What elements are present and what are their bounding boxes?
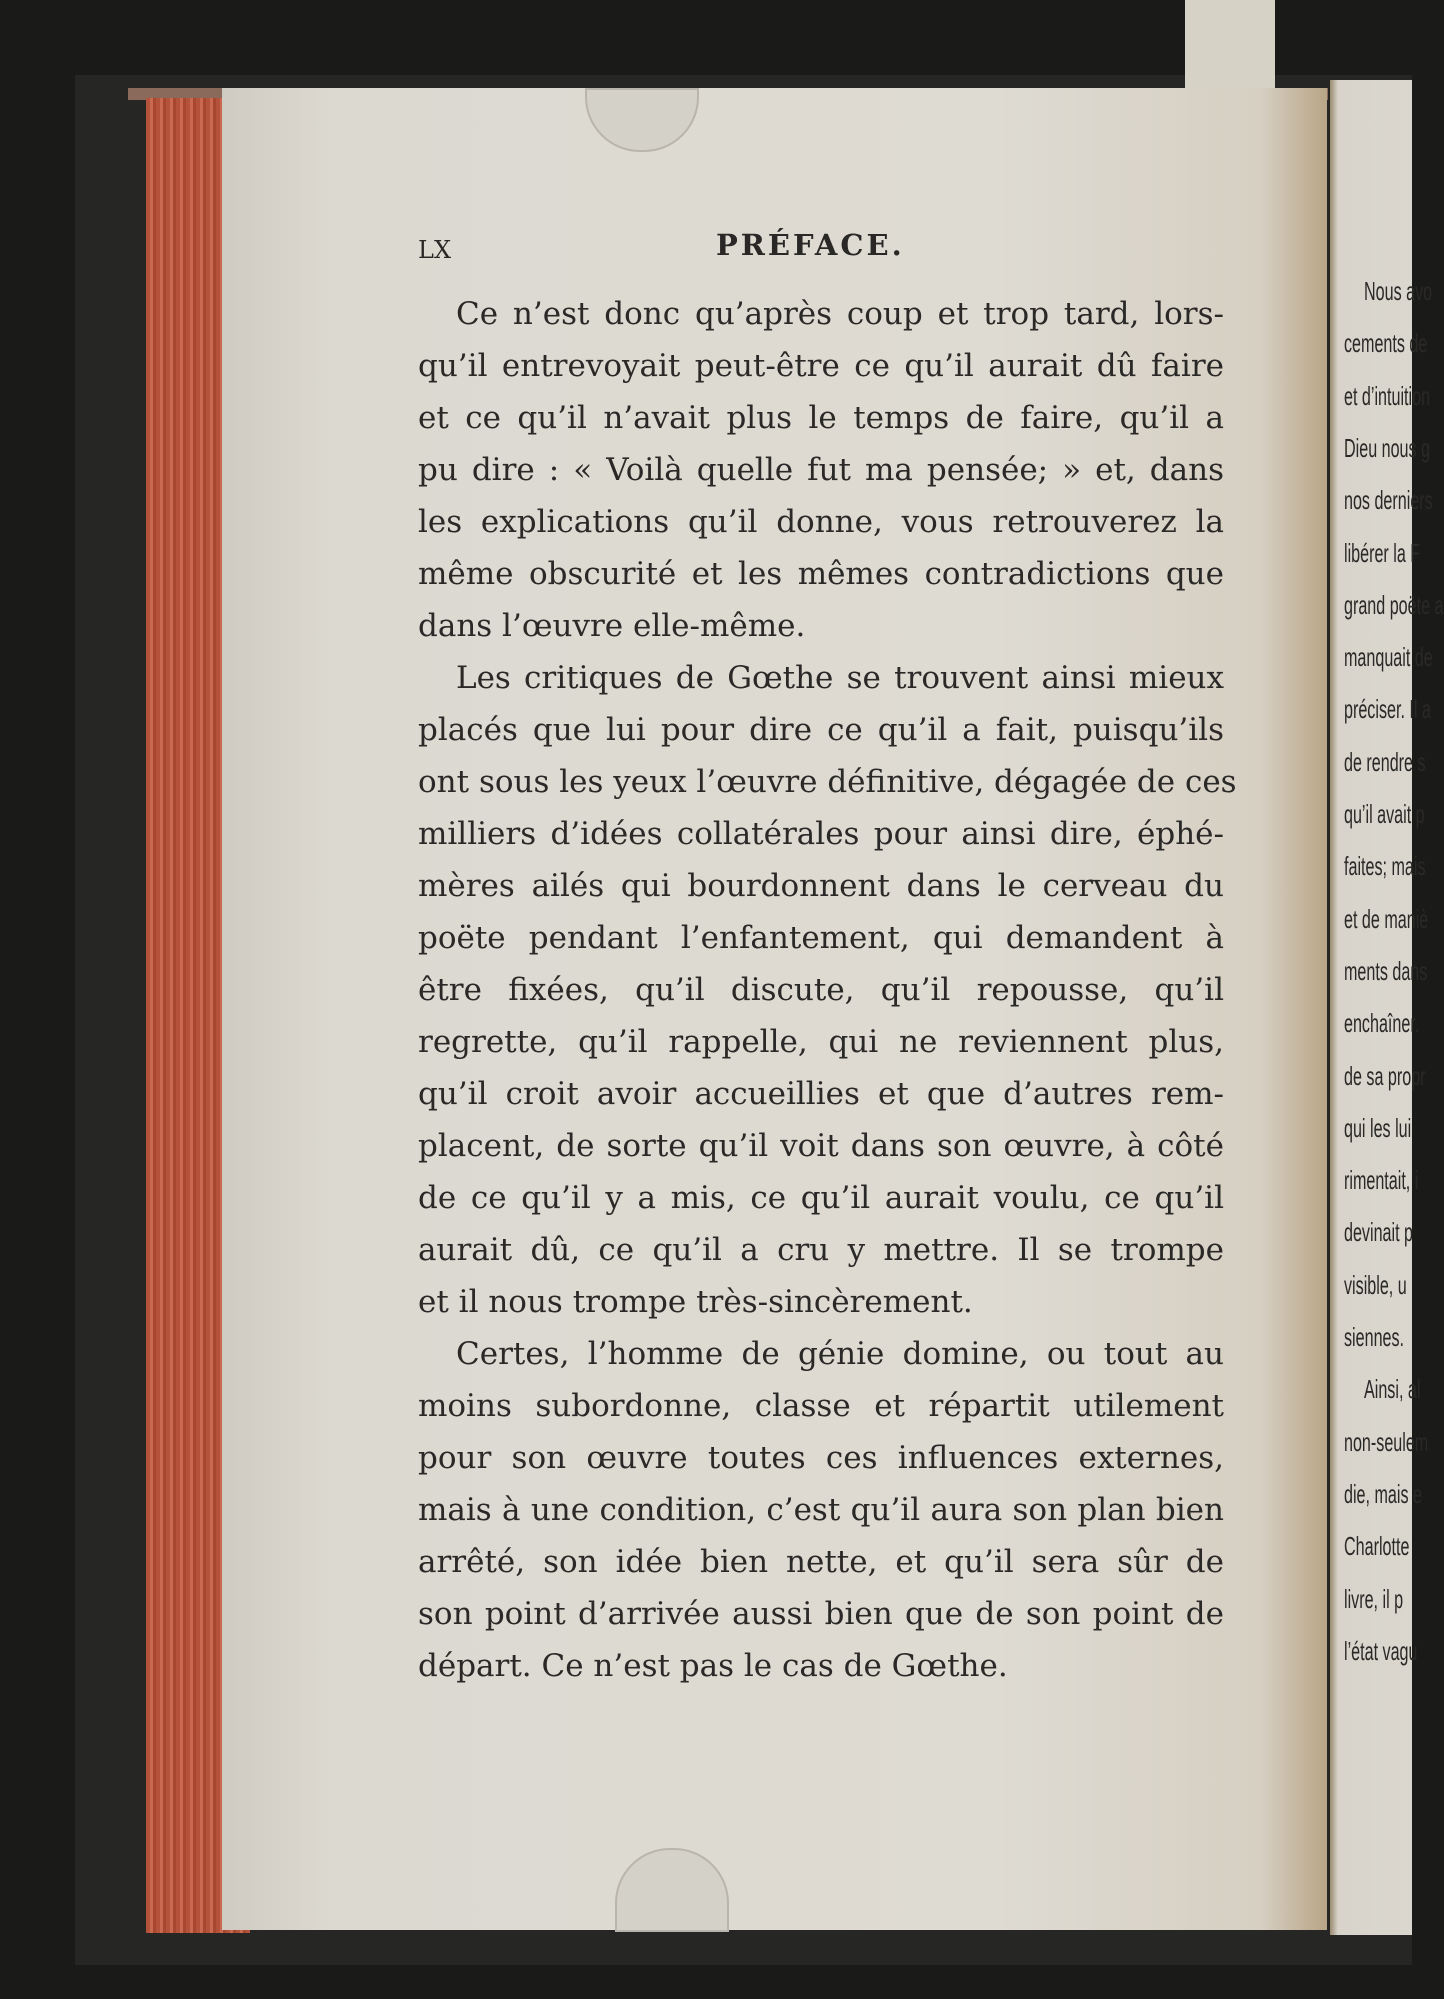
text-line: de ce qu’il y a mis, ce qu’il aurait voulu, ce qu’il: [418, 1180, 1224, 1216]
text-line: Les critiques de Gœthe se trouvent ainsi mieux: [456, 660, 1224, 696]
text-line: placent, de sorte qu’il voit dans son œuvre, à côté: [418, 1128, 1224, 1164]
facing-text-line: devinait p: [1344, 1217, 1414, 1248]
facing-text-line: rimentait, i: [1344, 1165, 1419, 1196]
facing-text-line: de sa propr: [1344, 1060, 1426, 1091]
text-line: qu’il entrevoyait peut-être ce qu’il aurait dû faire: [418, 348, 1224, 384]
page-number: LX: [418, 236, 452, 264]
text-line: regrette, qu’il rappelle, qui ne reviennent plus,: [418, 1024, 1224, 1060]
facing-text-line: faites; mais: [1344, 851, 1426, 882]
text-line: placés que lui pour dire ce qu’il a fait, puisqu’ils: [418, 712, 1224, 748]
text-line: qu’il croit avoir accueillies et que d’autres rem-: [418, 1076, 1224, 1112]
text-line: ont sous les yeux l’œuvre définitive, dégagée de ces: [418, 764, 1237, 800]
text-line: être fixées, qu’il discute, qu’il repousse, qu’il: [418, 972, 1224, 1008]
running-title: PRÉFACE.: [716, 228, 905, 262]
facing-text-line: Charlotte: [1344, 1531, 1410, 1562]
facing-text-line: Nous avo: [1364, 276, 1433, 306]
text-line: et il nous trompe très-sincèrement.: [418, 1284, 973, 1320]
text-line: aurait dû, ce qu’il a cru y mettre. Il se trompe: [418, 1232, 1224, 1268]
facing-text-line: ments dans: [1344, 955, 1428, 986]
facing-text-line: die, mais e: [1344, 1478, 1422, 1509]
facing-text-line: qui les lui: [1344, 1112, 1412, 1143]
facing-text-line: de rendre s: [1344, 746, 1426, 777]
text-line: milliers d’idées collatérales pour ainsi dire, éphé-: [418, 816, 1224, 852]
facing-text-line: qu’il avait p: [1344, 799, 1425, 829]
facing-text-line: siennes.: [1344, 1322, 1405, 1352]
text-line: mais à une condition, c’est qu’il aura son plan bien: [418, 1492, 1224, 1528]
facing-text-line: cements de: [1344, 328, 1428, 359]
facing-page: [1330, 80, 1444, 1935]
facing-text-line: libérer la F: [1344, 537, 1421, 568]
paper-tab: [1185, 0, 1275, 88]
text-line: Ce n’est donc qu’après coup et trop tard, lors-: [456, 296, 1224, 332]
text-line: moins subordonne, classe et répartit utilement: [418, 1388, 1224, 1424]
text-line: Certes, l’homme de génie domine, ou tout au: [456, 1336, 1224, 1372]
text-line: son point d’arrivée aussi bien que de son point de: [418, 1596, 1224, 1632]
text-line: départ. Ce n’est pas le cas de Gœthe.: [418, 1648, 1008, 1684]
facing-text-line: enchaîner.: [1344, 1008, 1420, 1039]
text-line: mères ailés qui bourdonnent dans le cerveau du: [418, 868, 1224, 904]
text-line: pour son œuvre toutes ces influences externes,: [418, 1440, 1224, 1476]
facing-text-line: non-seulem: [1344, 1426, 1429, 1457]
facing-text-line: grand poëte a: [1344, 589, 1444, 620]
facing-text-line: livre, il p: [1344, 1583, 1404, 1614]
text-line: poëte pendant l’enfantement, qui demandent à: [418, 920, 1224, 956]
facing-text-line: l’état vagu: [1344, 1635, 1418, 1666]
facing-text-line: Ainsi, al: [1364, 1374, 1421, 1405]
facing-text-line: et d’intuition: [1344, 380, 1431, 411]
facing-text-line: et de maniè: [1344, 903, 1429, 934]
text-line: pu dire : « Voilà quelle fut ma pensée; » et, dans: [418, 452, 1224, 488]
facing-text-line: manquait de: [1344, 642, 1433, 673]
facing-text-line: visible, u: [1344, 1269, 1407, 1300]
text-line: dans l’œuvre elle-même.: [418, 608, 806, 644]
facing-text-line: préciser. Il a: [1344, 694, 1431, 725]
text-line: même obscurité et les mêmes contradictions que: [418, 556, 1224, 592]
text-line: et ce qu’il n’avait plus le temps de faire, qu’il a: [418, 400, 1224, 436]
facing-text-line: Dieu nous g: [1344, 432, 1431, 463]
text-line: les explications qu’il donne, vous retrouverez la: [418, 504, 1224, 540]
facing-text-line: nos derniers: [1344, 485, 1433, 516]
text-line: arrêté, son idée bien nette, et qu’il sera sûr de: [418, 1544, 1224, 1580]
